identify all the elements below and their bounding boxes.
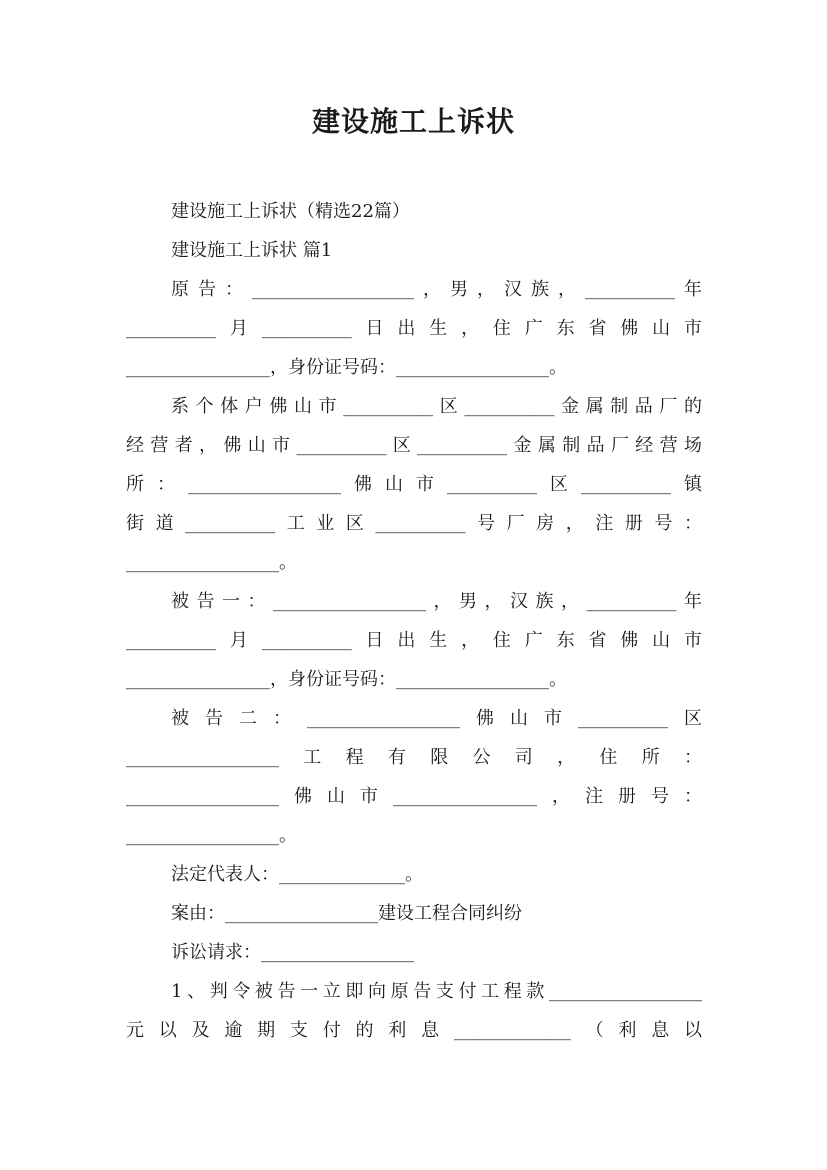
plaintiff-line-1: 原告：__________________，男，汉族，__________年 [171,279,702,300]
claim-1-line-2: 元以及逾期支付的利息_____________（利息以 [126,1020,702,1041]
plaintiff-business-line-5: _________________。 [126,552,297,573]
plaintiff-line-2: __________月__________日出生，住广东省佛山市 [126,318,702,339]
defendant2-line-4: _________________。 [126,825,297,846]
plaintiff-business-line-4: 街道__________工业区__________号厂房，注册号： [126,513,702,534]
claim-1-line-1: 1、判令被告一立即向原告支付工程款_________________ [171,981,702,1002]
defendant1-line-1: 被告一：_________________，男，汉族，__________年 [171,591,702,612]
defendant2-line-1: 被告二：_________________佛山市__________区 [171,708,702,729]
section-heading: 建设施工上诉状 篇1 [171,240,333,261]
defendant1-line-3: ________________，身份证号码：_________________。 [126,669,567,690]
claims-heading-line: 诉讼请求：_________________ [171,942,414,963]
defendant2-line-3: _________________佛山市________________，注册号： [126,786,702,807]
defendant1-line-2: __________月__________日出生，住广东省佛山市 [126,630,702,651]
legal-representative-line: 法定代表人：______________。 [171,864,423,885]
document-title: 建设施工上诉状 [311,105,515,138]
plaintiff-business-line-1: 系个体户佛山市__________区__________金属制品厂的 [171,396,702,417]
subtitle-line: 建设施工上诉状（精选22篇） [171,201,410,222]
cause-of-action-line: 案由：_________________建设工程合同纠纷 [171,903,522,924]
plaintiff-business-line-3: 所：_________________佛山市__________区__________镇 [126,474,702,495]
plaintiff-line-3: ________________，身份证号码：_________________。 [126,357,567,378]
plaintiff-business-line-2: 经营者，佛山市__________区__________金属制品厂经营场 [126,435,702,456]
defendant2-line-2: _________________工程有限公司，住所： [126,747,702,768]
